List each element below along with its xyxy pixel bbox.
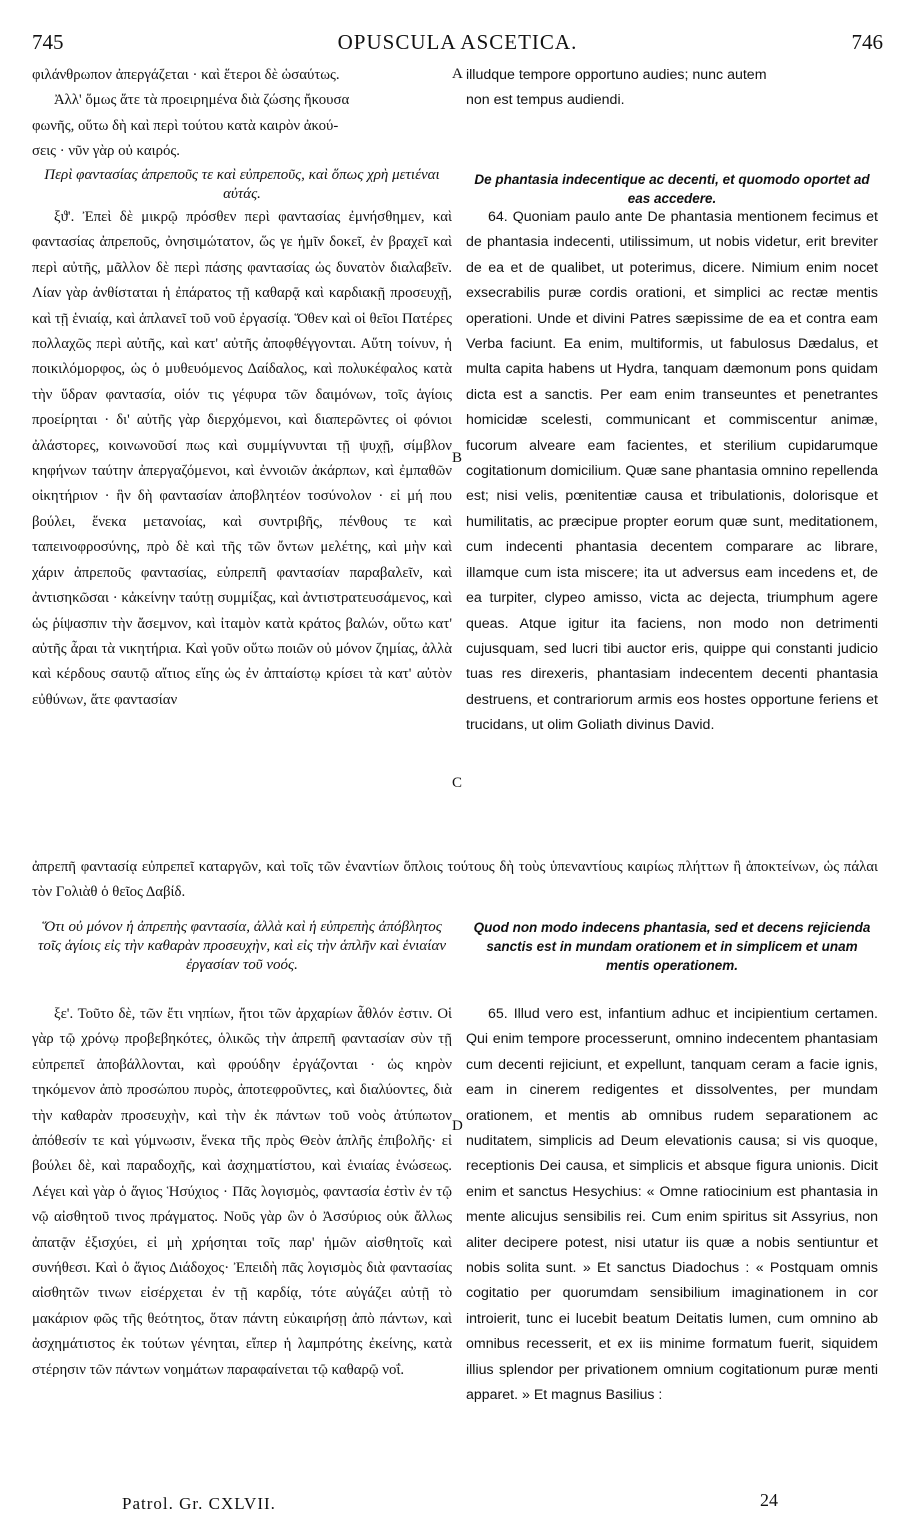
latin-paragraph: 65. Illud vero est, infantium adhuc et incipientium certamen. Qui enim tempore processerunt, omnino indecentem phantasiam cum decenti rejiciunt, et expellunt, tanquam ceram a facie ignis, eam in cinerem redigentes et dissolventes, per mundam orationem, et mentis ab omnibus rudem separationem ac nuditatem, simplicis ad Deum elevationis causa; si vis quoque, receptionis Dei causa, et simplicis et absque figura unionis. Dicit enim et sanctus Hesychius: « Omne ratiocinium est phantasia in mente alicujus sensibilis rei. Cum enim spiritus sit Assyrius, non aliter decipere potest, nisi utatur iis quæ a nobis sentiuntur et nobis solita sunt. » Et sanctus Diadochus : « Postquam omnis cogitatio per quorumdam sensibilium imaginationem in cor introierit, tunc ei lucebit beatum Deitatis lumen, cum omnino ab omnibus recesserit, et ex iis minime formatum fuerit, siquidem illius splendor per privationem omnium cogitationum puræ menti apparet. » Et magnus Basilius : [466,1006,878,1404]
greek-line: Ἀλλ' ὅμως ἅτε τὰ προειρημένα διὰ ζώσης ἤκουσα [54,92,350,109]
greek-full-width-text: ἀπρεπῆ φαντασίᾳ εὐπρεπεῖ καταργῶν, καὶ τοῖς τῶν ἐναντίων ὅπλοις τούτους δὴ τοὺς ὑπεναντίους καιρίως πλήττων ἢ ἀποκτείνων, ὡς πάλαι τὸν Γολιὰθ ὁ θεῖος Δαβίδ. [32,859,878,901]
latin-column-section3 [466,1002,878,1482]
greek-full-width-line [32,855,878,906]
latin-heading: De phantasia indecentique ac decenti, et quomodo oportet ad eas accedere. [474,172,870,206]
greek-line: σεις · νῦν γὰρ οὐ καιρός. [32,143,180,160]
latin-line: illudque tempore opportuno audies; nunc autem [466,67,767,83]
latin-column-section2 [466,205,878,855]
latin-heading-section2-wrap [466,170,878,208]
greek-heading: Ὅτι οὐ μόνον ἡ ἀπρεπὴς φαντασία, ἀλλὰ καὶ ἡ εὐπρεπὴς ἀπόβλητος τοῖς ἁγίοις εἰς τὴν καθαρὰν προσευχὴν, καὶ εἰς τὴν ἁπλῆν καὶ ἑνιαίαν ἐργασίαν τοῦ νοός. [37,919,447,973]
margin-marker-a: A [452,66,463,82]
greek-paragraph: ξε'. Τοῦτο δὲ, τῶν ἔτι νηπίων, ἤτοι τῶν ἀρχαρίων ἆθλόν ἐστιν. Οἱ γὰρ τῷ χρόνῳ προβεβηκότες, ὁλικῶς τὴν ἀπρεπῆ φαντασίαν σὺν τῇ εὐπρεπεῖ ἀποβάλλονται, καὶ φρούδην ἐργάζονται · ὡς κηρὸν τηκόμενον ἀπὸ προσώπου πυρὸς, ἀποτεφροῦντες, καὶ διαλύοντες, διὰ τὴν καθαρὰν προσευχὴν, καὶ τὴν ἐκ πάντων τοῦ νοὸς ἀτύπωτον ἀπόθεσίν τε καὶ γύμνωσιν, ἕνεκα τῆς πρὸς Θεὸν ἁπλῆς ἐπιβολῆς· εἰ βούλει δὲ, καὶ παραδοχῆς, καὶ ἀσχηματίστου, καὶ ἑνιαίας ἑνώσεως. Λέγει καὶ γὰρ ὁ ἅγιος Ἡσύχιος · Πᾶς λογισμὸς, φαντασία ἐστὶν ἐν τῷ νῷ αἰσθητοῦ τινος πράγματος. Νοῦς γὰρ ὢν ὁ Ἀσσύριος οὐκ ἄλλως ἀπατᾷν ἐξισχύει, εἰ μὴ χρήσηται τοῖς παρ' ἡμῶν αἰσθητοῖς καὶ συνήθεσι. Καὶ ὁ ἅγιος Διάδοχος· Ἐπειδὴ πᾶς λογισμὸς διὰ φαντασίας αἰσθητῶν τινων εἰσέρχεται ἐν τῇ καρδίᾳ, τότε αὐγάζει αὐτῇ τὸ μακάριον φῶς τῆς θεότητος, ὅταν πάντη εὐκαιρήσῃ ἀπὸ πάντων, καὶ ἀσχημάτιστος ἐκ τούτων γένηται, εἴπερ ἡ λαμπρότης ἐκείνης, κατὰ στέρησιν τῶν πάντων νοημάτων παραφαίνεται τῷ καθαρῷ νοΐ. [32,1006,452,1378]
greek-column-section3 [32,1002,452,1482]
greek-paragraph: ξϑ'. Ἐπεὶ δὲ μικρῷ πρόσθεν περὶ φαντασίας ἐμνήσθημεν, καὶ φαντασίας ἀπρεποῦς, ὀνησιμώτατον, ὥς γε ἡμῖν δοκεῖ, ἐν βραχεῖ καὶ περὶ αὐτῆς, μᾶλλον δὲ περὶ πάσης φαντασίας ὡς δυνατὸν διαλαβεῖν. Λίαν γὰρ ἀνθίσταται ἡ ἐπάρατος τῇ καθαρᾷ καὶ καρδιακῇ προσευχῇ, καὶ τῇ ἑνιαίᾳ, καὶ ἁπλανεῖ τοῦ νοῦ ἐργασίᾳ. Ὅθεν καὶ οἱ θεῖοι Πατέρες πολλαχῶς περὶ αὐτῆς, καὶ κατ' αὐτῆς ἀποφθέγγονται. Αὕτη τοίνυν, ἡ ποικιλόμορφος, ὡς ὁ μυθευόμενος Δαίδαλος, καὶ πολυκέφαλος κατὰ τὴν ὕδραν φαντασία, οἱόν τις γέφυρα τῶν δαιμόνων, τοῖς ἁγίοις προείρηται · δι' αὐτῆς γὰρ διερχόμενοι, καὶ διαπερῶντες οἱ φόνιοι ἀλάστορες, κοινωνοῦσί πως καὶ συμμίγνυνται τῇ ψυχῇ, σίμβλον κηφήνων ταύτην ἀπεργαζόμενοι, καὶ ἐννοιῶν ἀκάρπων, καὶ ἐμπαθῶν οἰκητήριον · ἣν δὴ φαντασίαν ἀποβλητέον τοσύνολον · εἰ μή που βούλει, ἕνεκα μετανοίας, καὶ συντριβῆς, πένθους τε καὶ ταπεινοφροσύνης, πρὸ δὲ καὶ τῆς τῶν ὄντων μελέτης, καὶ μὴν καὶ χάριν ἀπρεποῦς φαντασίας, εὐπρεπῆ φαντασίαν παραβαλεῖν, καὶ ἀντισηκῶσαι · κἀκείνην ταύτῃ συμμίξας, καὶ ἀντιστρατευσάμενος, καὶ ὡς ῥίψασπιν τὴν ἄσεμνον, καὶ ἰταμὸν κατὰ κράτος βαλών, οὕτω κατ' αὐτῆς ἆραι τὰ νικητήρια. Καὶ γοῦν οὕτω ποιῶν οὐ μόνον ζημίας, ἀλλὰ καὶ κέρδους σαυτῷ αἴτιος εἴης ὡς ἐν ἀπταίστῳ κρίσει τὰ κατ' αὐτὸν εὐθύνων, ἅτε φαντασίαν [32,209,452,708]
running-head [32,30,883,60]
running-title: OPUSCULA ASCETICA. [337,30,578,54]
greek-heading-section2-wrap [32,166,452,204]
greek-column-section2 [32,205,452,855]
greek-line: φωνῆς, οὕτω δὴ καὶ περὶ τούτου κατὰ καιρὸν ἀκού- [32,117,339,134]
greek-heading: Περὶ φαντασίας ἀπρεποῦς τε καὶ εὐπρεποῦς, καὶ ὅπως χρὴ μετιέναι αὐτάς. [44,167,440,202]
margin-marker-b: B [452,450,463,466]
footer-gathering-number: 24 [760,1490,778,1510]
latin-heading-section3-wrap [466,918,878,975]
latin-heading: Quod non modo indecens phantasia, sed et decens rejicienda sanctis est in mundam orationem et in simplicem et unam mentis operationem. [473,920,871,973]
greek-line: φιλάνθρωπον ἀπεργάζεται · καὶ ἕτεροι δὲ ὡσαύτως. [32,67,340,83]
latin-line: non est tempus audiendi. [466,92,625,109]
greek-heading-section3-wrap [32,918,452,975]
greek-column-section1 [32,63,452,165]
page-number-left: 745 [32,30,64,54]
latin-column-section1 [466,63,878,114]
page-number-right: 746 [851,30,883,54]
footer-signature: Patrol. Gr. CXLVII. [122,1494,276,1513]
margin-marker-d: D [452,1118,463,1134]
margin-marker-c: C [452,775,463,791]
latin-paragraph: 64. Quoniam paulo ante De phantasia mentionem fecimus et de phantasia indecenti, utilissimum, ut nobis videtur, erit breviter de ea et de qualibet, ut poterimus, dicere. Nimium enim nocet exsecrabilis puræ cordis orationi, et simplici ac rectæ mentis operationi. Unde et divini Patres sæpissime de ea et contra eam Verba faciunt. Ea enim, multiformis, ut fabulosus Dædalus, et multa capita habens ut Hydra, tanquam dæmonum pons quidam dicta est a sanctis. Per eam enim transeuntes et penetrantes homicidæ scelesti, communicant et commiscentur animæ, fucorum alveare eam facientes, et sterilium cupidarumque cogitationum domicilium. Quæ sane phantasia omnino repellenda est; nisi velis, pœnitentiæ causa et tribulationis, dolorisque et humilitatis, ac præcipue propter eorum quæ sunt, meditationem, cum indecenti phantasia decentem comparare ac librare, illamque cum ista miscere; ita ut adversus eam incedens et, de ea turpiter, clypeo amisso, victa ac dejecta, triumphum agere queas. Atque igitur ita faciens, non modo non detrimenti cujusquam, sed lucri tibi auctor eris, quippe qui constanti judicio tuas res direxeris, phantasiam indecentem decenti phantasia destruens, et contrariorum armis eos hostes opportune feriens et trucidans, ut olim Goliath divinus David. [466,209,878,734]
